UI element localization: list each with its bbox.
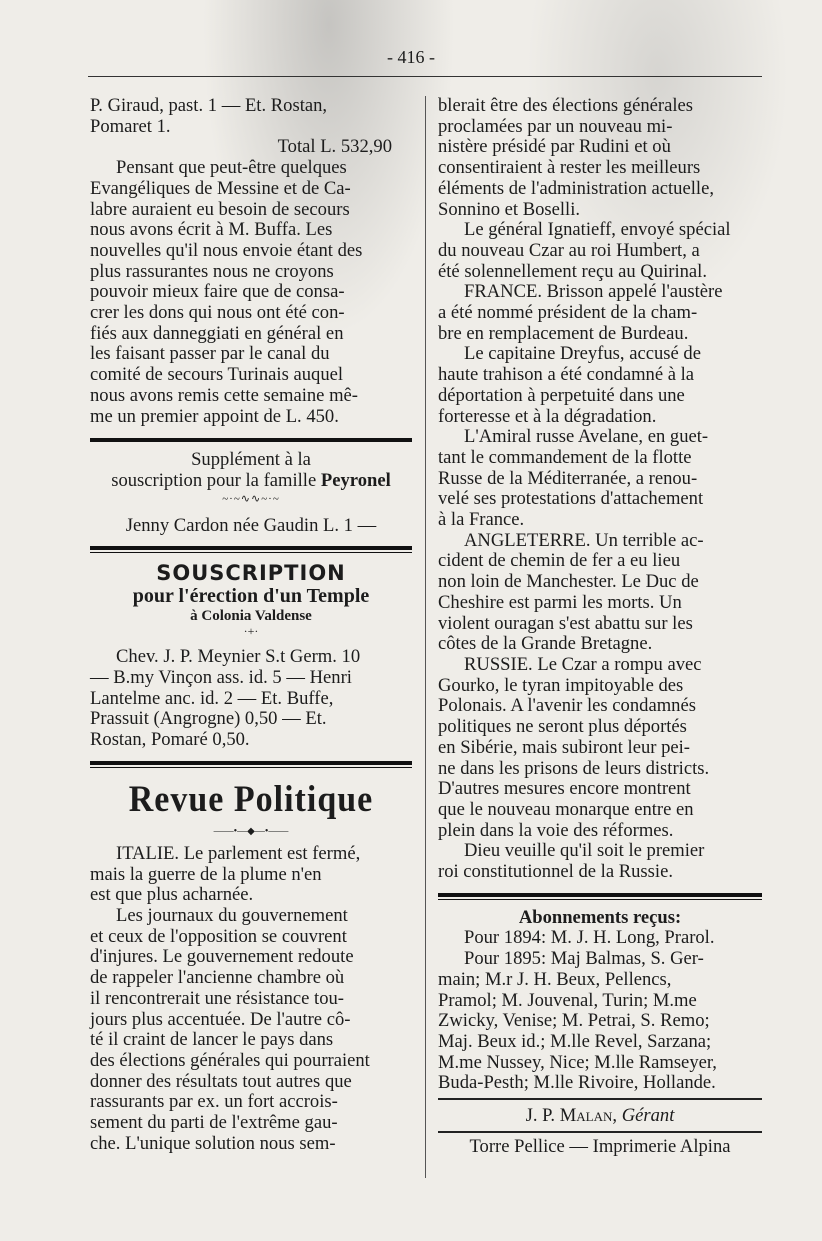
text-line: proclamées par un nouveau mi- <box>438 115 673 137</box>
header-rule <box>88 76 762 77</box>
dreyfus-paragraph <box>438 344 762 427</box>
text-line: — B.my Vinçon ass. id. 5 — Henri <box>90 667 352 689</box>
souscription-section <box>90 561 412 751</box>
text-line: jours plus accentuée. De l'autre cô- <box>90 1008 351 1030</box>
text-line: plein dans la voie des réformes. <box>438 819 674 841</box>
gerant-line <box>438 1104 762 1127</box>
text-line: crer les dons qui nous ont été con- <box>90 302 345 324</box>
ornament-divider: ~·~∿∿~·~ <box>222 492 280 505</box>
page-number: - 416 - <box>387 47 435 67</box>
text-line: Pramol; M. Jouvenal, Turin; M.me <box>438 989 697 1011</box>
text-line: déportation à perpetuité dans une <box>438 384 685 406</box>
text-line: tant le commandement de la flotte <box>438 446 692 468</box>
text-line: blerait être des élections générales <box>438 95 694 116</box>
text-line: éléments de l'administration actuelle, <box>438 177 714 199</box>
avelane-paragraph <box>438 427 762 531</box>
text-line: nous avons remis cette semaine mê- <box>90 384 358 406</box>
text-line: ITALIE. Le parlement est fermé, <box>116 842 361 864</box>
text-line: Sonnino et Boselli. <box>438 198 581 220</box>
text-line: FRANCE. Brisson appelé l'austère <box>464 281 723 303</box>
russie-paragraph <box>438 655 762 883</box>
column-divider <box>425 96 426 1178</box>
text-line: nous avons écrit à M. Buffa. Les <box>90 219 333 241</box>
text-line: Les journaux du gouvernement <box>116 904 348 926</box>
text-line: de rappeler l'ancienne chambre où <box>90 967 345 989</box>
section-rule <box>90 438 412 442</box>
text-line: Pour 1894: M. J. H. Long, Prarol. <box>464 927 715 949</box>
text-line: velé ses protestations d'attachement <box>438 488 704 510</box>
messine-paragraph <box>90 158 412 427</box>
text-line: Pomaret 1. <box>90 115 171 137</box>
text-line: Cheshire est parmi les morts. Un <box>438 591 682 613</box>
text-line: D'autres mesures encore montrent <box>438 778 691 800</box>
text-line: à la France. <box>438 509 525 531</box>
text-line: Pensant que peut-être quelques <box>116 157 347 179</box>
text-line: Prassuit (Angrogne) 0,50 — Et. <box>90 708 327 730</box>
text-line: violent ouragan s'est abattu sur les <box>438 612 693 634</box>
text-line: P. Giraud, past. 1 — Et. Rostan, <box>90 95 328 116</box>
section-rule <box>438 893 762 900</box>
ignatieff-paragraph <box>438 220 762 282</box>
text-line: pouvoir mieux faire que de consa- <box>90 281 345 303</box>
gerant-role: Gérant <box>621 1105 675 1127</box>
text-line: Dieu veuille qu'il soit le premier <box>464 840 705 862</box>
text-line: non loin de Manchester. Le Duc de <box>438 571 699 593</box>
text-line: côtes de la Grande Bretagne. <box>438 633 653 655</box>
text-line: fiés aux danneggiati en général en <box>90 322 344 344</box>
supplement-subtitle-prefix: souscription pour la famille <box>111 469 321 491</box>
text-line: Rostan, Pomaré 0,50. <box>90 729 250 751</box>
text-line: donner des résultats tout autres que <box>90 1070 352 1092</box>
text-line: Zwicky, Venise; M. Petrai, S. Remo; <box>438 1010 710 1032</box>
text-line: et ceux de l'opposition se couvrent <box>90 925 347 947</box>
text-line: labre auraient eu besoin de secours <box>90 198 350 220</box>
text-line: Lantelme anc. id. 2 — Et. Buffe, <box>90 687 334 709</box>
text-line: Maj. Beux id.; M.lle Revel, Sarzana; <box>438 1030 712 1052</box>
supplement-title: Supplément à la <box>191 449 311 471</box>
imprimerie-line: Torre Pellice — Imprimerie Alpina <box>469 1135 731 1157</box>
text-line: du nouveau Czar au roi Humbert, a <box>438 239 700 261</box>
supplement-subtitle <box>90 471 412 492</box>
souscription-place: à Colonia Valdense <box>190 608 312 625</box>
text-line: Polonais. A l'avenir les condamnés <box>438 695 696 717</box>
right-column <box>438 96 762 1157</box>
text-line: haute trahison a été condamné à la <box>438 364 695 386</box>
text-line: ANGLETERRE. Un terrible ac- <box>464 529 704 551</box>
souscription-title: SOUSCRIPTION <box>156 561 346 586</box>
text-line: sement du parti de l'extrême gau- <box>90 1112 338 1134</box>
section-rule <box>438 1131 762 1133</box>
text-line: che. L'unique solution nous sem- <box>90 1132 336 1154</box>
text-line: nouvelles qu'il nous envoie étant des <box>90 239 363 261</box>
revue-politique-section <box>90 776 412 1155</box>
text-line: Chev. J. P. Meynier S.t Germ. 10 <box>116 646 361 668</box>
family-name: Peyronel <box>320 469 391 491</box>
revue-title: Revue Politique <box>128 778 374 820</box>
text-line: me un premier appoint de L. 450. <box>90 405 339 427</box>
text-line: Le général Ignatieff, envoyé spécial <box>464 219 731 241</box>
gerant-name: J. P. Malan, <box>525 1105 618 1127</box>
text-line: Gourko, le tyran impitoyable des <box>438 674 684 696</box>
ornament-divider: ——•—◆—•—— <box>213 825 289 837</box>
abonnements-section <box>438 908 762 1094</box>
donor-list-tail <box>90 96 412 137</box>
text-line: a été nommé président de la cham- <box>438 302 698 324</box>
supplement-section <box>90 450 412 536</box>
text-line: forteresse et à la dégradation. <box>438 405 657 427</box>
supplement-entry: Jenny Cardon née Gaudin L. 1 — <box>125 514 377 536</box>
section-rule <box>438 1098 762 1100</box>
text-line: Le capitaine Dreyfus, accusé de <box>464 343 701 365</box>
ornament-divider: ·+· <box>243 624 259 639</box>
text-line: politiques ne seront plus déportés <box>438 716 687 738</box>
angleterre-paragraph <box>438 531 762 655</box>
souscription-subtitle: pour l'érection d'un Temple <box>132 585 370 608</box>
text-line: des élections générales qui pourraient <box>90 1049 370 1071</box>
text-line: bre en remplacement de Burdeau. <box>438 322 689 344</box>
text-line: ne dans les prisons de leurs districts. <box>438 757 710 779</box>
text-line: en Sibérie, mais subiront leur pei- <box>438 736 690 758</box>
france-paragraph <box>438 282 762 344</box>
text-line: L'Amiral russe Avelane, en guet- <box>464 426 709 448</box>
text-line: que le nouveau monarque entre en <box>438 798 694 820</box>
text-line: est que plus acharnée. <box>90 884 254 906</box>
text-line: RUSSIE. Le Czar a rompu avec <box>464 653 702 675</box>
italie-continued <box>438 96 762 220</box>
text-line: plus rassurantes nous ne croyons <box>90 260 334 282</box>
text-line: été solennellement reçu au Quirinal. <box>438 260 707 282</box>
text-line: té il craint de lancer le pays dans <box>90 1029 334 1051</box>
section-rule <box>90 761 412 768</box>
text-line: Evangéliques de Messine et de Ca- <box>90 177 351 199</box>
text-line: d'injures. Le gouvernement redoute <box>90 946 354 968</box>
text-line: mais la guerre de la plume n'en <box>90 863 322 885</box>
text-line: Buda-Pesth; M.lle Rivoire, Hollande. <box>438 1072 716 1094</box>
text-line: nistère présidé par Rudini et où <box>438 136 671 158</box>
abonnements-title: Abonnements reçus: <box>518 906 682 928</box>
text-line: il rencontrerait une résistance tou- <box>90 987 345 1009</box>
text-line: comité de secours Turinais auquel <box>90 364 344 386</box>
text-line: Russe de la Méditerranée, a renou- <box>438 467 698 489</box>
text-line: rassurants par ex. un fort accrois- <box>90 1091 338 1113</box>
text-line: roi constitutionnel de la Russie. <box>438 861 673 883</box>
text-line: main; M.r J. H. Beux, Pellencs, <box>438 968 672 990</box>
subscription-total: Total L. 532,90 <box>277 136 392 158</box>
text-line: cident de chemin de fer a eu lieu <box>438 550 681 572</box>
left-column <box>90 96 412 1154</box>
text-line: consentiraient à rester les meilleurs <box>438 157 701 179</box>
section-rule <box>90 546 412 553</box>
text-line: M.me Nussey, Nice; M.lle Ramseyer, <box>438 1051 717 1073</box>
text-line: Pour 1895: Maj Balmas, S. Ger- <box>464 948 704 970</box>
text-line: les faisant passer par le canal du <box>90 343 330 365</box>
